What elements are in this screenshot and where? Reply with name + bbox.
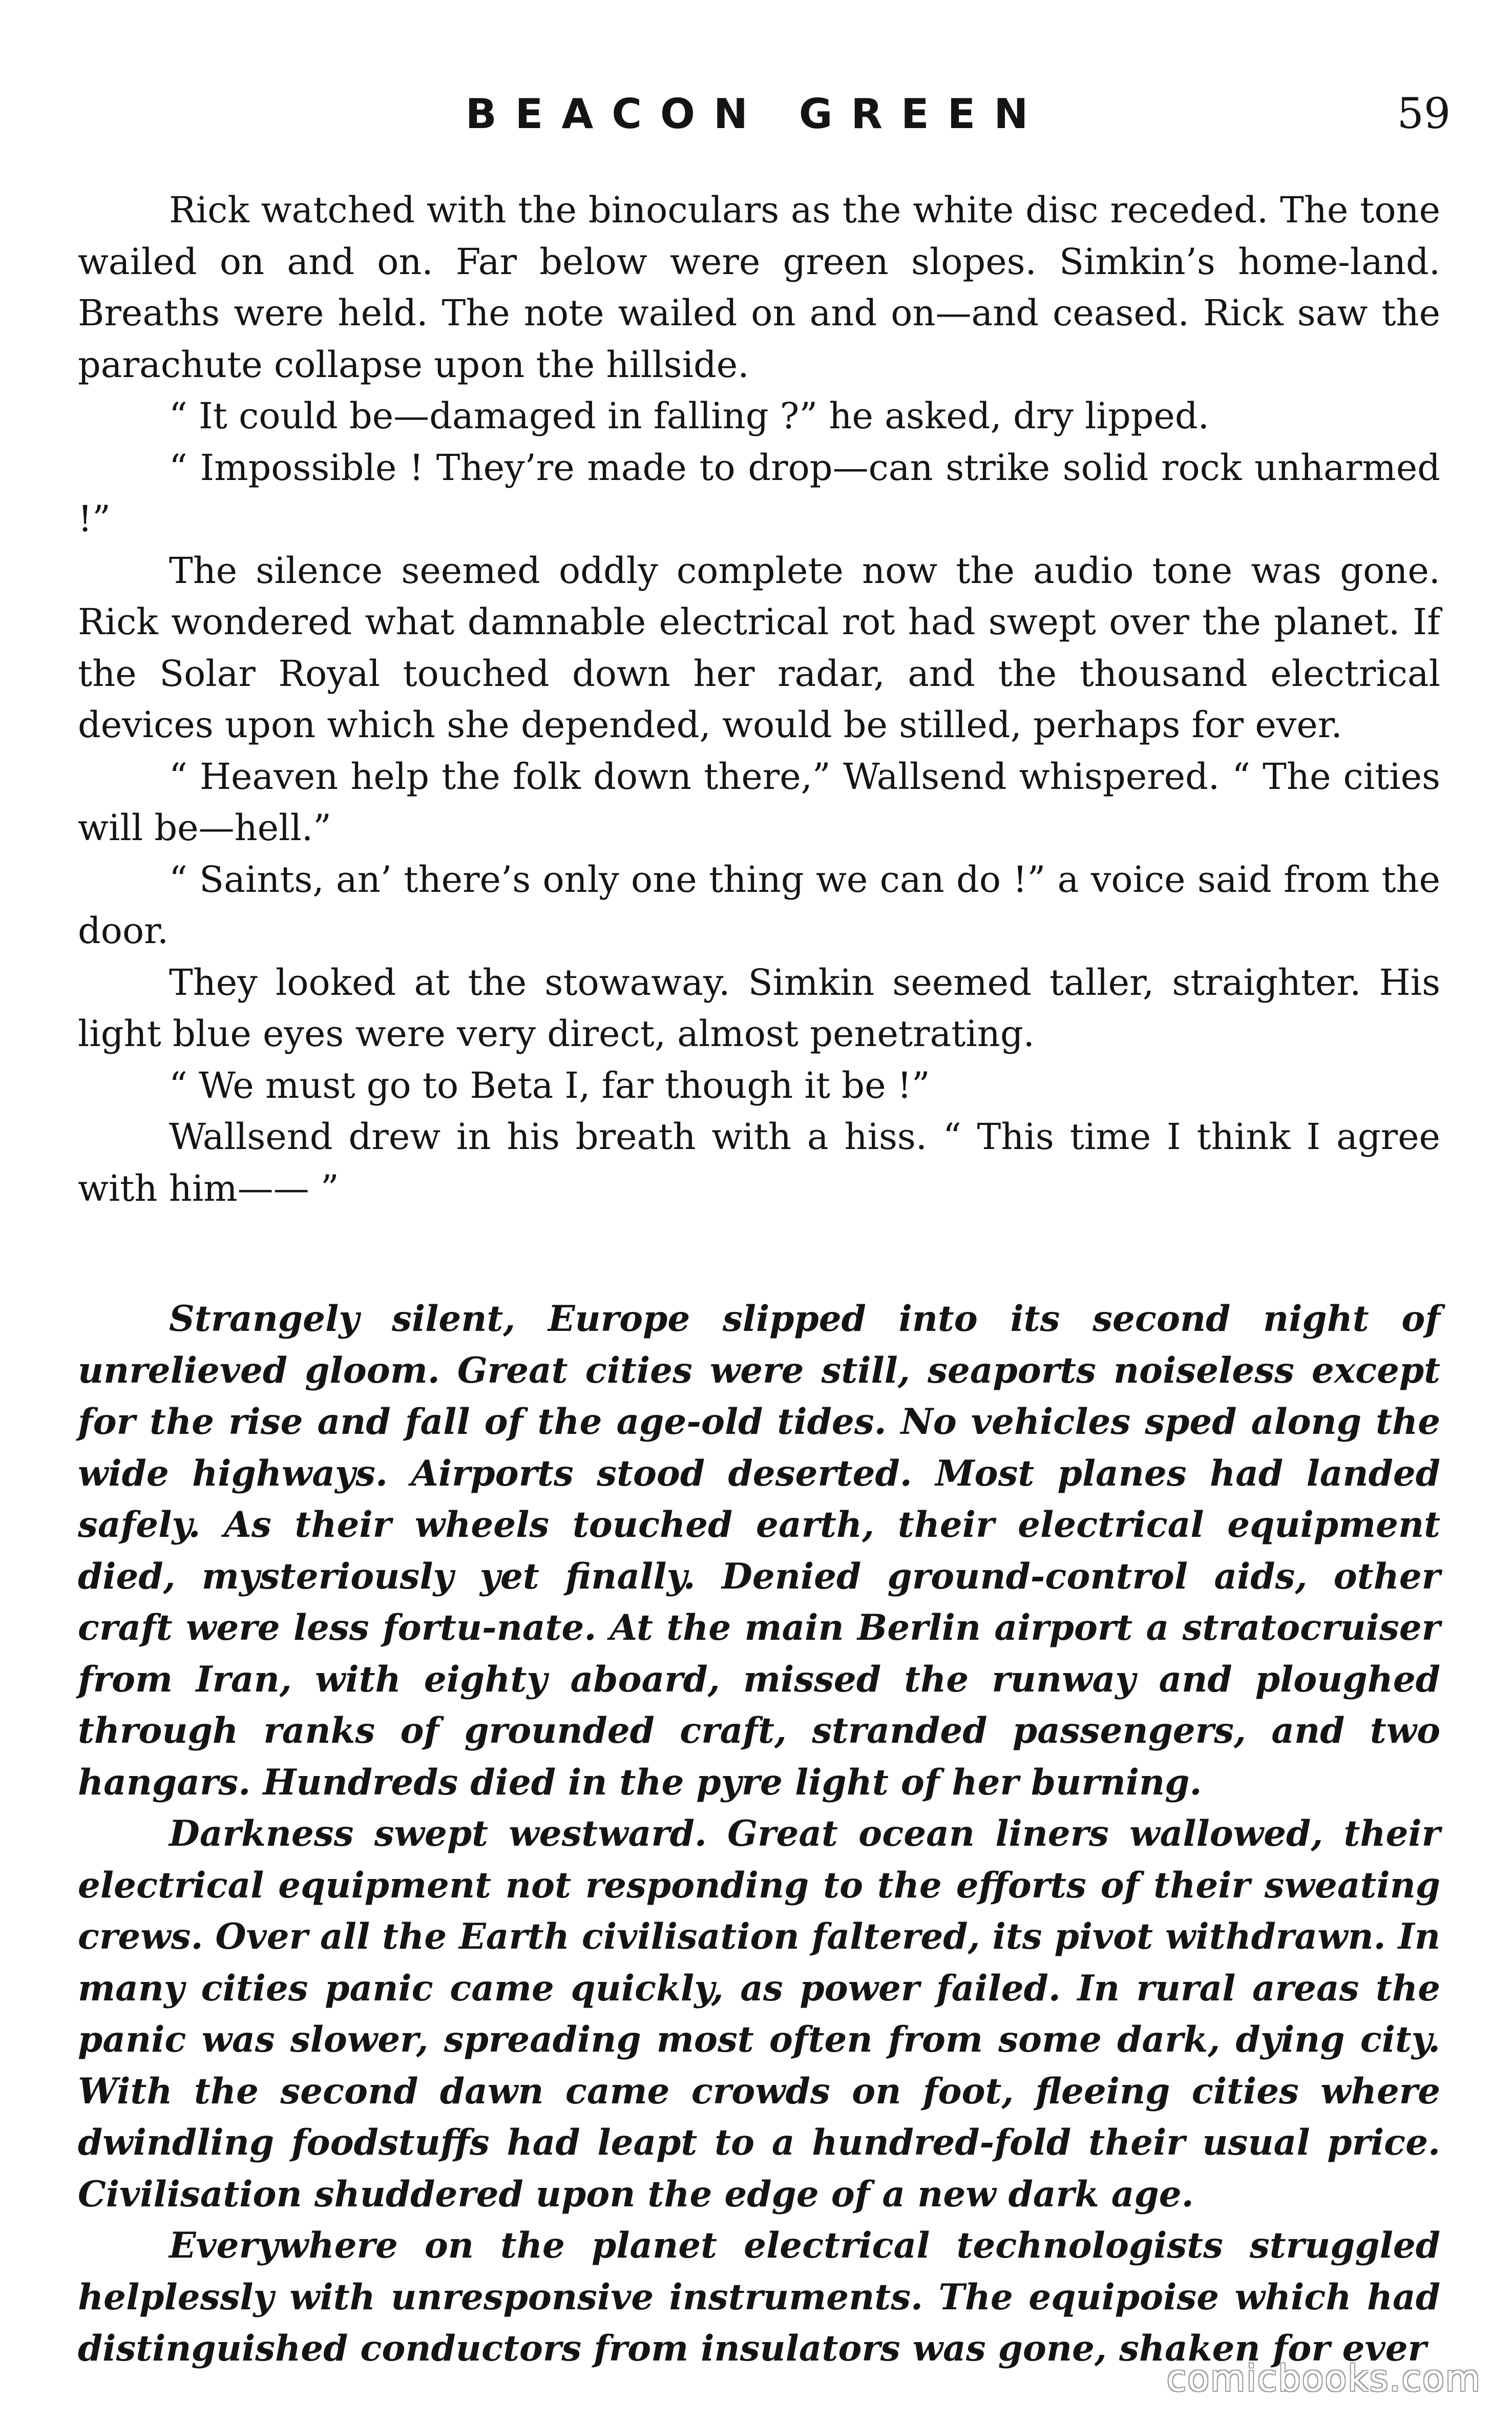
running-head	[0, 86, 1512, 148]
paragraph: The silence seemed oddly complete now the audio tone was gone. Rick wondered what damnable electrical rot had swept over the planet. If the Solar Royal touched down her radar, and the thousand electrical devices upon which she depended, would be stilled, perhaps for ever.	[78, 549, 1440, 746]
body-text	[78, 184, 1440, 2375]
italic-paragraph: Strangely silent, Europe slipped into its second night of unrelieved gloom. Great cities were still, seaports noiseless except for the rise and fall of the age-old tides. No vehicles sped along the wide highways. Airports stood deserted. Most planes had landed safely. As their wheels touched earth, their electrical equipment died, mysteriously yet finally. Denied ground-control aids, other craft were less fortu-nate. At the main Berlin airport a stratocruiser from Iran, with eighty aboard, missed the runway and ploughed through ranks of grounded craft, stranded passengers, and two hangars. Hundreds died in the pyre light of her burning.	[78, 1298, 1440, 1803]
running-title: BEACON GREEN	[465, 90, 1047, 138]
page-number: 59	[1397, 90, 1451, 138]
paragraph: Rick watched with the binoculars as the white disc receded. The tone wailed on and on. Far below were green slopes. Simkin’s home-land. Breaths were held. The note wailed on and on—and ceased. Rick saw the parachute collapse upon the hillside.	[78, 189, 1440, 386]
italic-paragraph: Darkness swept westward. Great ocean liners wallowed, their electrical equipment not responding to the efforts of their sweating crews. Over all the Earth civilisation faltered, its pivot withdrawn. In many cities panic came quickly, as power failed. In rural areas the panic was slower, spreading most often from some dark, dying city. With the second dawn came crowds on foot, fleeing cities where dwindling foodstuffs had leapt to a hundred-fold their usual price. Civilisation shuddered upon the edge of a new dark age.	[78, 1813, 1441, 2215]
italic-paragraph: Everywhere on the planet electrical technologists struggled helplessly with unresponsive instruments. The equipoise which had distinguished conductors from insulators was gone, shaken for ever	[78, 2225, 1440, 2369]
section-break	[78, 1214, 1440, 1293]
paragraph: “ Impossible ! They’re made to drop—can strike solid rock unharmed !”	[78, 446, 1440, 540]
paragraph: “ Saints, an’ there’s only one thing we can do !” a voice said from the door.	[78, 858, 1440, 952]
paragraph: “ Heaven help the folk down there,” Wallsend whispered. “ The cities will be—hell.”	[78, 755, 1440, 849]
paragraph: “ It could be—damaged in falling ?” he asked, dry lipped.	[169, 395, 1209, 437]
paragraph: Wallsend drew in his breath with a hiss. “ This time I think I agree with him—— ”	[78, 1116, 1440, 1209]
watermark: comicbooks.com	[1166, 2357, 1481, 2399]
paragraph: “ We must go to Beta I, far though it be !”	[169, 1064, 930, 1106]
paragraph: They looked at the stowaway. Simkin seemed taller, straighter. His light blue eyes were very direct, almost penetrating.	[78, 961, 1440, 1055]
